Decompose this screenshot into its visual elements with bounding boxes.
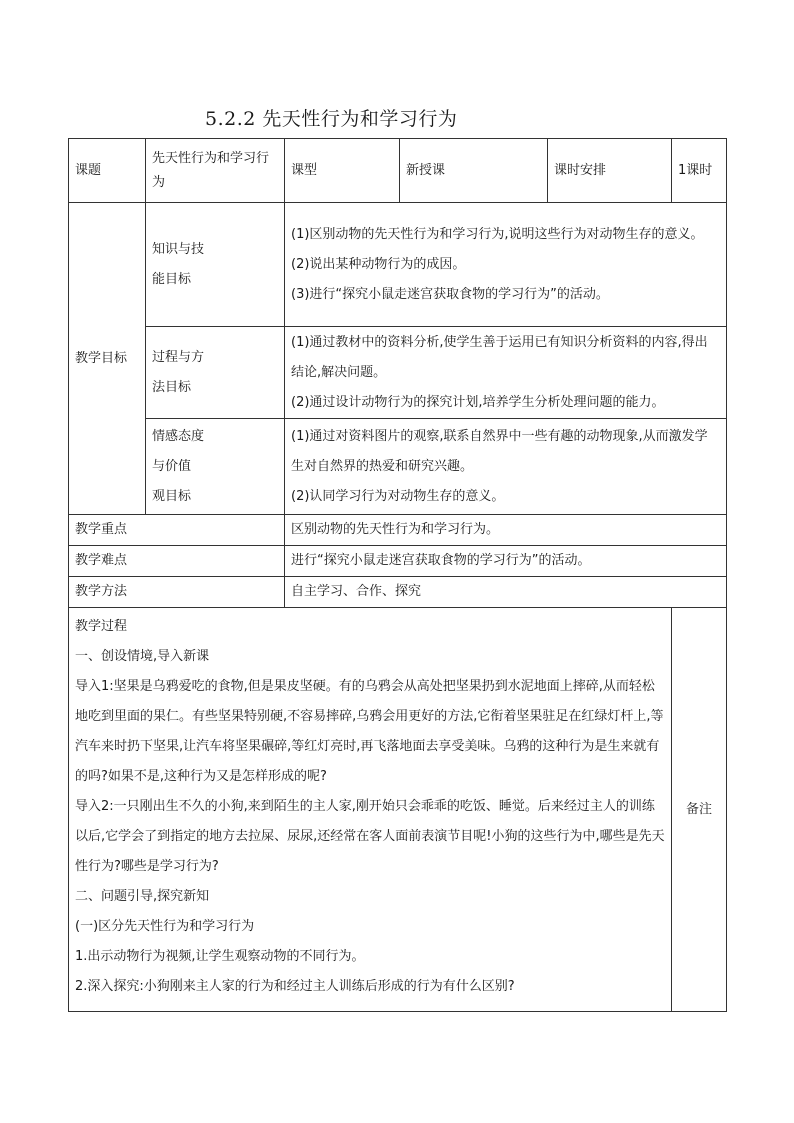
goal-content-knowledge: (1)区别动物的先天性行为和学习行为,说明这些行为对动物生存的意义。 (2)说出某种动物行为的成因。 (3)进行“探究小鼠走迷宫获取食物的学习行为”的活动。 bbox=[285, 203, 727, 327]
goal-content-process: (1)通过教材中的资料分析,使学生善于运用已有知识分析资料的内容,得出结论,解决问题。 (2)通过设计动物行为的探究计划,培养学生分析处理问题的能力。 bbox=[285, 327, 727, 419]
remarks-cell: 备注 bbox=[672, 608, 727, 1012]
process-section-1: 一、创设情境,导入新课 bbox=[75, 649, 210, 664]
process-step-2: 2.深入探究:小狗刚来主人家的行为和经过主人训练后形成的行为有什么区别? bbox=[75, 979, 515, 994]
methods-value: 自主学习、合作、探究 bbox=[285, 577, 727, 608]
document-title: 5.2.2 先天性行为和学习行为 bbox=[205, 108, 458, 130]
process-row bbox=[69, 608, 727, 1012]
goals-label: 教学目标 bbox=[69, 203, 146, 515]
header-topic-value: 先天性行为和学习行为 bbox=[146, 139, 285, 203]
process-subsection-1: (一)区分先天性行为和学习行为 bbox=[75, 919, 255, 934]
goal-name-emotion: 情感态度 与价值 观目标 bbox=[146, 419, 285, 515]
header-schedule-label: 课时安排 bbox=[548, 139, 672, 203]
process-step-1: 1.出示动物行为视频,让学生观察动物的不同行为。 bbox=[75, 949, 365, 964]
process-content bbox=[69, 608, 672, 1012]
header-row bbox=[69, 139, 727, 203]
difficulties-value: 进行“探究小鼠走迷宫获取食物的学习行为”的活动。 bbox=[285, 546, 727, 577]
goal-row-knowledge bbox=[69, 203, 727, 327]
process-intro-1: 导入1:坚果是乌鸦爱吃的食物,但是果皮坚硬。有的乌鸦会从高处把坚果扔到水泥地面上摔碎,从而轻松地吃到里面的果仁。有些坚果特别硬,不容易摔碎,乌鸦会用更好的方法,它衔着坚果驻足在红绿灯杆上,等汽车来时扔下坚果,让汽车将坚果碾碎,等红灯亮时,再飞落地面去享受美味。乌鸦的这种行为是生来就有的吗?如果不是,这种行为又是怎样形成的呢? bbox=[75, 679, 664, 784]
lesson-plan-table bbox=[68, 138, 727, 1012]
difficulties-label: 教学难点 bbox=[69, 546, 285, 577]
key-points-row bbox=[69, 515, 727, 546]
key-points-label: 教学重点 bbox=[69, 515, 285, 546]
goal-name-process: 过程与方 法目标 bbox=[146, 327, 285, 419]
header-type-label: 课型 bbox=[285, 139, 400, 203]
methods-label: 教学方法 bbox=[69, 577, 285, 608]
goal-row-emotion bbox=[69, 419, 727, 515]
methods-row bbox=[69, 577, 727, 608]
header-topic-label: 课题 bbox=[69, 139, 146, 203]
header-type-value: 新授课 bbox=[400, 139, 548, 203]
process-heading: 教学过程 bbox=[75, 619, 128, 634]
goal-row-process bbox=[69, 327, 727, 419]
key-points-value: 区别动物的先天性行为和学习行为。 bbox=[285, 515, 727, 546]
header-schedule-value: 1课时 bbox=[672, 139, 727, 203]
process-section-2: 二、问题引导,探究新知 bbox=[75, 889, 210, 904]
difficulties-row bbox=[69, 546, 727, 577]
goal-content-emotion: (1)通过对资料图片的观察,联系自然界中一些有趣的动物现象,从而激发学生对自然界的热爱和研究兴趣。 (2)认同学习行为对动物生存的意义。 bbox=[285, 419, 727, 515]
goal-name-knowledge: 知识与技 能目标 bbox=[146, 203, 285, 327]
process-intro-2: 导入2:一只刚出生不久的小狗,来到陌生的主人家,刚开始只会乖乖的吃饭、睡觉。后来经过主人的训练以后,它学会了到指定的地方去拉屎、尿尿,还经常在客人面前表演节目呢!小狗的这些行为中,哪些是先天性行为?哪些是学习行为? bbox=[75, 799, 665, 874]
